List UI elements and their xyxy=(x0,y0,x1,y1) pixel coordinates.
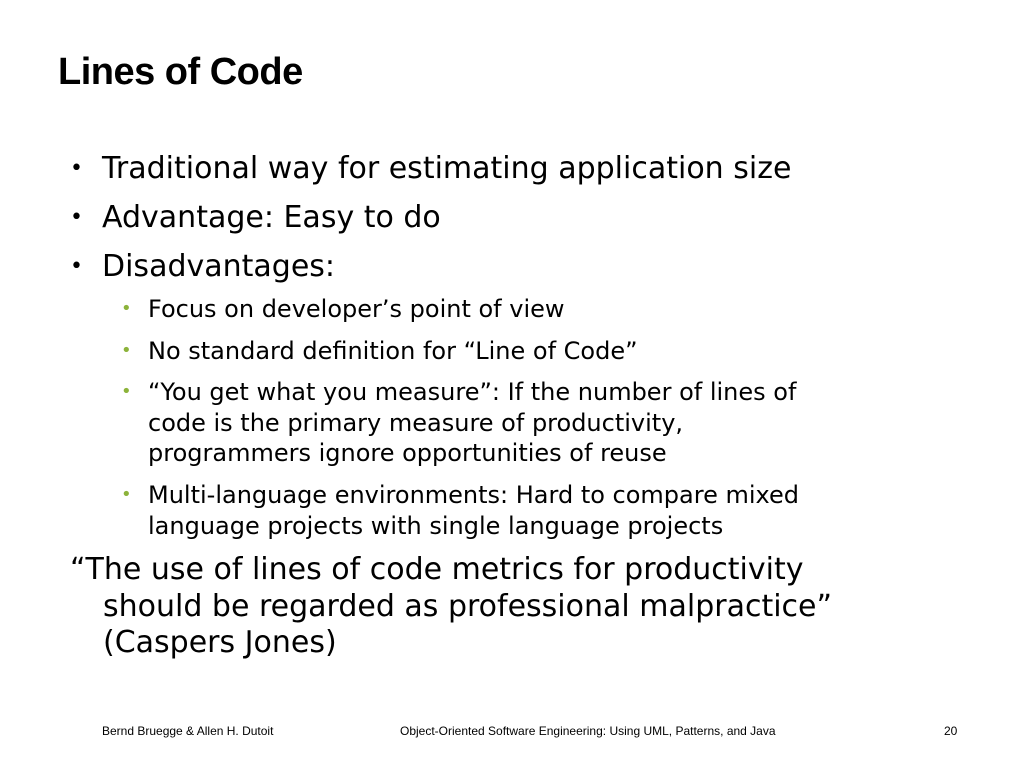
bullet-text: Traditional way for estimating application size xyxy=(102,151,792,186)
quote-block xyxy=(70,552,970,662)
sub-bullet-icon: • xyxy=(121,381,132,402)
sub-bullet-icon: • xyxy=(121,340,132,361)
sub-bullet-line: code is the primary measure of productivity, xyxy=(148,408,684,437)
sub-bullet-icon: • xyxy=(121,298,132,319)
sub-bullet-line: Multi-language environments: Hard to compare mixed xyxy=(148,481,799,509)
quote-attribution: (Caspers Jones) xyxy=(103,625,337,660)
sub-bullet-line: language projects with single language projects xyxy=(148,511,724,540)
footer-page-number: 20 xyxy=(944,724,958,738)
bullet-icon: • xyxy=(70,254,83,279)
sub-bullet-line: programmers ignore opportunities of reuse xyxy=(148,439,667,467)
sub-bullet-text xyxy=(148,294,968,325)
footer-authors: Bernd Bruegge & Allen H. Dutoit xyxy=(102,724,274,738)
footer-book-title: Object-Oriented Software Engineering: Using UML, Patterns, and Java xyxy=(400,724,776,738)
sub-bullet-text xyxy=(148,480,968,541)
sub-bullet-icon: • xyxy=(121,484,132,505)
bullet-icon: • xyxy=(70,156,83,181)
quote-line: should be regarded as professional malpractice” xyxy=(103,588,833,624)
sub-bullet-line: No standard definition for “Line of Code” xyxy=(148,337,638,365)
quote-line: “The use of lines of code metrics for productivity xyxy=(70,552,804,587)
bullet-text: Advantage: Easy to do xyxy=(102,200,441,235)
bullet-icon: • xyxy=(70,205,83,230)
sub-bullet-line: “You get what you measure”: If the number of lines of xyxy=(148,378,797,406)
slide-title: Lines of Code xyxy=(58,51,303,93)
sub-bullet-text xyxy=(148,336,968,367)
sub-bullet-text xyxy=(148,377,968,469)
bullet-text: Disadvantages: xyxy=(102,249,336,284)
sub-bullet-line: Focus on developer’s point of view xyxy=(148,295,565,323)
